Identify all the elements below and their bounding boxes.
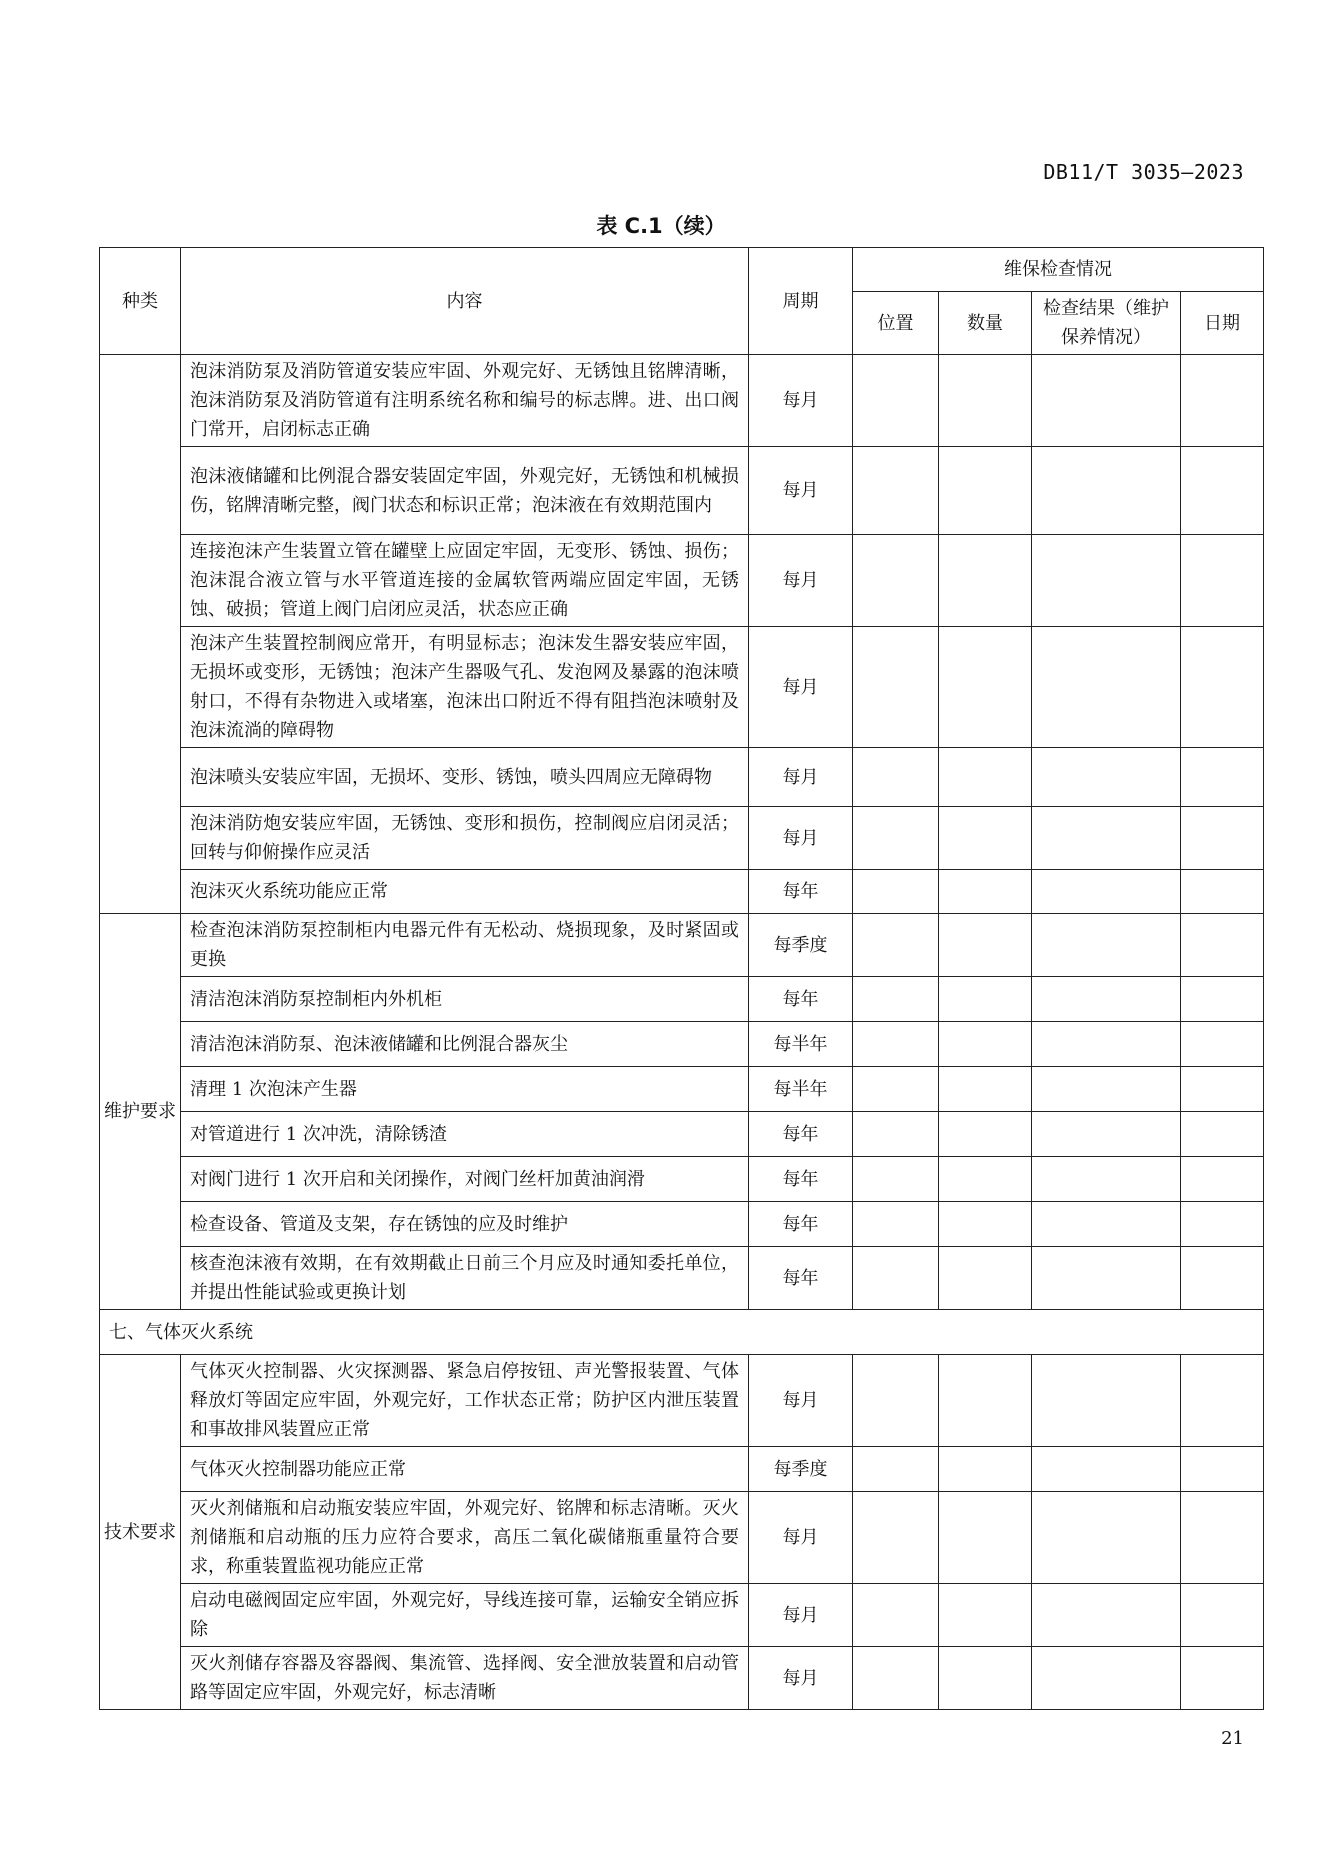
content-cell: 气体灭火控制器、火灾探测器、紧急启停按钮、声光警报装置、气体释放灯等固定应牢固，外观完好，工作状态正常；防护区内泄压装置和事故排风装置应正常 bbox=[181, 1355, 749, 1447]
quantity-cell[interactable] bbox=[939, 1355, 1032, 1447]
date-cell[interactable] bbox=[1181, 748, 1264, 807]
period-cell: 每季度 bbox=[749, 1447, 853, 1492]
category-cell bbox=[100, 355, 181, 914]
period-cell: 每季度 bbox=[749, 914, 853, 977]
result-cell[interactable] bbox=[1032, 914, 1181, 977]
location-cell[interactable] bbox=[853, 447, 939, 535]
header-quantity: 数量 bbox=[939, 292, 1032, 355]
period-cell: 每年 bbox=[749, 1247, 853, 1310]
date-cell[interactable] bbox=[1181, 1157, 1264, 1202]
period-cell: 每月 bbox=[749, 355, 853, 447]
table-row bbox=[100, 1447, 1264, 1492]
result-cell[interactable] bbox=[1032, 1157, 1181, 1202]
content-cell: 连接泡沫产生装置立管在罐壁上应固定牢固，无变形、锈蚀、损伤；泡沫混合液立管与水平管道连接的金属软管两端应固定牢固，无锈蚀、破损；管道上阀门启闭应灵活，状态应正确 bbox=[181, 535, 749, 627]
location-cell[interactable] bbox=[853, 535, 939, 627]
quantity-cell[interactable] bbox=[939, 1584, 1032, 1647]
location-cell[interactable] bbox=[853, 1355, 939, 1447]
date-cell[interactable] bbox=[1181, 1492, 1264, 1584]
table-row bbox=[100, 1584, 1264, 1647]
content-cell: 泡沫液储罐和比例混合器安装固定牢固，外观完好，无锈蚀和机械损伤，铭牌清晰完整，阀门状态和标识正常；泡沫液在有效期范围内 bbox=[181, 447, 749, 535]
category-cell: 维护要求 bbox=[100, 914, 181, 1310]
date-cell[interactable] bbox=[1181, 807, 1264, 870]
location-cell[interactable] bbox=[853, 1647, 939, 1710]
content-cell: 泡沫产生装置控制阀应常开，有明显标志；泡沫发生器安装应牢固，无损坏或变形，无锈蚀；泡沫产生器吸气孔、发泡网及暴露的泡沫喷射口，不得有杂物进入或堵塞，泡沫出口附近不得有阻挡泡沫喷射及泡沫流淌的障碍物 bbox=[181, 627, 749, 748]
content-cell: 对阀门进行 1 次开启和关闭操作，对阀门丝杆加黄油润滑 bbox=[181, 1157, 749, 1202]
content-cell: 泡沫消防炮安装应牢固，无锈蚀、变形和损伤，控制阀应启闭灵活；回转与仰俯操作应灵活 bbox=[181, 807, 749, 870]
result-cell[interactable] bbox=[1032, 1112, 1181, 1157]
table-row bbox=[100, 807, 1264, 870]
result-cell[interactable] bbox=[1032, 870, 1181, 914]
content-cell: 启动电磁阀固定应牢固，外观完好，导线连接可靠，运输安全销应拆除 bbox=[181, 1584, 749, 1647]
period-cell: 每半年 bbox=[749, 1067, 853, 1112]
quantity-cell[interactable] bbox=[939, 1022, 1032, 1067]
date-cell[interactable] bbox=[1181, 355, 1264, 447]
content-cell: 气体灭火控制器功能应正常 bbox=[181, 1447, 749, 1492]
content-cell: 清理 1 次泡沫产生器 bbox=[181, 1067, 749, 1112]
page-number: 21 bbox=[1221, 1728, 1244, 1749]
location-cell[interactable] bbox=[853, 1447, 939, 1492]
content-cell: 泡沫灭火系统功能应正常 bbox=[181, 870, 749, 914]
table-row bbox=[100, 535, 1264, 627]
table-row bbox=[100, 1157, 1264, 1202]
period-cell: 每月 bbox=[749, 748, 853, 807]
section-heading: 七、气体灭火系统 bbox=[100, 1310, 1264, 1355]
header-record: 维保检查情况 bbox=[853, 248, 1264, 292]
content-cell: 灭火剂储存容器及容器阀、集流管、选择阀、安全泄放装置和启动管路等固定应牢固，外观完好，标志清晰 bbox=[181, 1647, 749, 1710]
table-row bbox=[100, 977, 1264, 1022]
location-cell[interactable] bbox=[853, 355, 939, 447]
date-cell[interactable] bbox=[1181, 1112, 1264, 1157]
period-cell: 每年 bbox=[749, 1112, 853, 1157]
result-cell[interactable] bbox=[1032, 748, 1181, 807]
result-cell[interactable] bbox=[1032, 1647, 1181, 1710]
location-cell[interactable] bbox=[853, 870, 939, 914]
location-cell[interactable] bbox=[853, 1492, 939, 1584]
location-cell[interactable] bbox=[853, 1112, 939, 1157]
category-cell: 技术要求 bbox=[100, 1355, 181, 1710]
content-cell: 清洁泡沫消防泵控制柜内外机柜 bbox=[181, 977, 749, 1022]
location-cell[interactable] bbox=[853, 1067, 939, 1112]
table-row bbox=[100, 1492, 1264, 1584]
content-cell: 核查泡沫液有效期，在有效期截止日前三个月应及时通知委托单位，并提出性能试验或更换计划 bbox=[181, 1247, 749, 1310]
content-cell: 泡沫消防泵及消防管道安装应牢固、外观完好、无锈蚀且铭牌清晰，泡沫消防泵及消防管道有注明系统名称和编号的标志牌。进、出口阀门常开，启闭标志正确 bbox=[181, 355, 749, 447]
table-row bbox=[100, 748, 1264, 807]
header-location: 位置 bbox=[853, 292, 939, 355]
header-result: 检查结果（维护保养情况） bbox=[1032, 292, 1181, 355]
maintenance-check-table bbox=[99, 247, 1264, 1710]
location-cell[interactable] bbox=[853, 1247, 939, 1310]
quantity-cell[interactable] bbox=[939, 1157, 1032, 1202]
table-row bbox=[100, 355, 1264, 447]
period-cell: 每年 bbox=[749, 1157, 853, 1202]
date-cell[interactable] bbox=[1181, 1447, 1264, 1492]
period-cell: 每月 bbox=[749, 807, 853, 870]
content-cell: 检查泡沫消防泵控制柜内电器元件有无松动、烧损现象，及时紧固或更换 bbox=[181, 914, 749, 977]
period-cell: 每月 bbox=[749, 1492, 853, 1584]
content-cell: 对管道进行 1 次冲洗，清除锈渣 bbox=[181, 1112, 749, 1157]
quantity-cell[interactable] bbox=[939, 1447, 1032, 1492]
header-period: 周期 bbox=[749, 248, 853, 355]
quantity-cell[interactable] bbox=[939, 355, 1032, 447]
date-cell[interactable] bbox=[1181, 1584, 1264, 1647]
period-cell: 每月 bbox=[749, 1355, 853, 1447]
result-cell[interactable] bbox=[1032, 1447, 1181, 1492]
result-cell[interactable] bbox=[1032, 535, 1181, 627]
result-cell[interactable] bbox=[1032, 1247, 1181, 1310]
quantity-cell[interactable] bbox=[939, 1067, 1032, 1112]
table-row bbox=[100, 914, 1264, 977]
location-cell[interactable] bbox=[853, 807, 939, 870]
result-cell[interactable] bbox=[1032, 627, 1181, 748]
period-cell: 每年 bbox=[749, 1202, 853, 1247]
location-cell[interactable] bbox=[853, 748, 939, 807]
quantity-cell[interactable] bbox=[939, 447, 1032, 535]
date-cell[interactable] bbox=[1181, 977, 1264, 1022]
date-cell[interactable] bbox=[1181, 1202, 1264, 1247]
date-cell[interactable] bbox=[1181, 627, 1264, 748]
location-cell[interactable] bbox=[853, 977, 939, 1022]
period-cell: 每月 bbox=[749, 627, 853, 748]
document-code: DB11/T 3035—2023 bbox=[1043, 160, 1244, 184]
result-cell[interactable] bbox=[1032, 807, 1181, 870]
result-cell[interactable] bbox=[1032, 1202, 1181, 1247]
period-cell: 每月 bbox=[749, 447, 853, 535]
table-title: 表 C.1（续） bbox=[596, 214, 726, 238]
table-row bbox=[100, 1202, 1264, 1247]
content-cell: 灭火剂储瓶和启动瓶安装应牢固，外观完好、铭牌和标志清晰。灭火剂储瓶和启动瓶的压力应符合要求，高压二氧化碳储瓶重量符合要求，称重装置监视功能应正常 bbox=[181, 1492, 749, 1584]
date-cell[interactable] bbox=[1181, 1355, 1264, 1447]
result-cell[interactable] bbox=[1032, 1492, 1181, 1584]
quantity-cell[interactable] bbox=[939, 807, 1032, 870]
date-cell[interactable] bbox=[1181, 535, 1264, 627]
table-row bbox=[100, 870, 1264, 914]
location-cell[interactable] bbox=[853, 627, 939, 748]
table-row bbox=[100, 1067, 1264, 1112]
table-row bbox=[100, 627, 1264, 748]
date-cell[interactable] bbox=[1181, 1247, 1264, 1310]
location-cell[interactable] bbox=[853, 1157, 939, 1202]
quantity-cell[interactable] bbox=[939, 1647, 1032, 1710]
period-cell: 每年 bbox=[749, 870, 853, 914]
header-date: 日期 bbox=[1181, 292, 1264, 355]
result-cell[interactable] bbox=[1032, 447, 1181, 535]
table-row bbox=[100, 1112, 1264, 1157]
date-cell[interactable] bbox=[1181, 447, 1264, 535]
period-cell: 每月 bbox=[749, 1584, 853, 1647]
result-cell[interactable] bbox=[1032, 1022, 1181, 1067]
content-cell: 检查设备、管道及支架，存在锈蚀的应及时维护 bbox=[181, 1202, 749, 1247]
period-cell: 每月 bbox=[749, 535, 853, 627]
period-cell: 每月 bbox=[749, 1647, 853, 1710]
period-cell: 每半年 bbox=[749, 1022, 853, 1067]
quantity-cell[interactable] bbox=[939, 977, 1032, 1022]
quantity-cell[interactable] bbox=[939, 914, 1032, 977]
quantity-cell[interactable] bbox=[939, 535, 1032, 627]
quantity-cell[interactable] bbox=[939, 1492, 1032, 1584]
table-row bbox=[100, 1355, 1264, 1447]
result-cell[interactable] bbox=[1032, 1584, 1181, 1647]
result-cell[interactable] bbox=[1032, 355, 1181, 447]
content-cell: 泡沫喷头安装应牢固，无损坏、变形、锈蚀，喷头四周应无障碍物 bbox=[181, 748, 749, 807]
table-row bbox=[100, 1022, 1264, 1067]
location-cell[interactable] bbox=[853, 914, 939, 977]
location-cell[interactable] bbox=[853, 1022, 939, 1067]
quantity-cell[interactable] bbox=[939, 870, 1032, 914]
section-row bbox=[100, 1310, 1264, 1355]
location-cell[interactable] bbox=[853, 1202, 939, 1247]
header-category: 种类 bbox=[100, 248, 181, 355]
period-cell: 每年 bbox=[749, 977, 853, 1022]
date-cell[interactable] bbox=[1181, 914, 1264, 977]
result-cell[interactable] bbox=[1032, 977, 1181, 1022]
date-cell[interactable] bbox=[1181, 1022, 1264, 1067]
quantity-cell[interactable] bbox=[939, 1247, 1032, 1310]
date-cell[interactable] bbox=[1181, 870, 1264, 914]
date-cell[interactable] bbox=[1181, 1647, 1264, 1710]
content-cell: 清洁泡沫消防泵、泡沫液储罐和比例混合器灰尘 bbox=[181, 1022, 749, 1067]
location-cell[interactable] bbox=[853, 1584, 939, 1647]
quantity-cell[interactable] bbox=[939, 627, 1032, 748]
table-row bbox=[100, 447, 1264, 535]
quantity-cell[interactable] bbox=[939, 1112, 1032, 1157]
header-content: 内容 bbox=[181, 248, 749, 355]
quantity-cell[interactable] bbox=[939, 1202, 1032, 1247]
table-row bbox=[100, 1247, 1264, 1310]
result-cell[interactable] bbox=[1032, 1355, 1181, 1447]
table-row bbox=[100, 1647, 1264, 1710]
quantity-cell[interactable] bbox=[939, 748, 1032, 807]
result-cell[interactable] bbox=[1032, 1067, 1181, 1112]
date-cell[interactable] bbox=[1181, 1067, 1264, 1112]
